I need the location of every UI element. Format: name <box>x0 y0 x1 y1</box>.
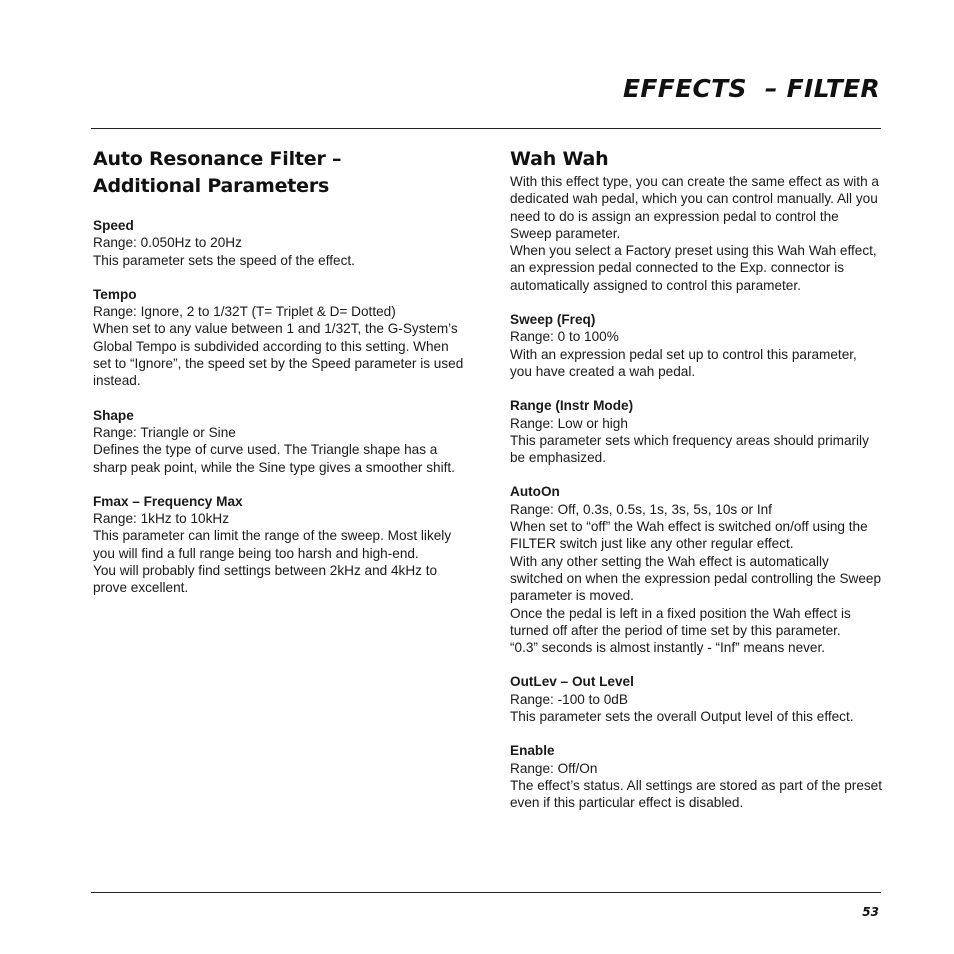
param-description: This parameter can limit the range of the sweep. Most likely you will find a full range being too harsh and high-end. <box>93 528 452 561</box>
param-name: Fmax – Frequency Max <box>93 493 243 509</box>
param-shape <box>93 407 465 476</box>
param-name: Enable <box>510 743 555 759</box>
param-range: Range: 0 to 100% <box>510 329 619 345</box>
param-sweep <box>510 311 882 380</box>
param-name: Speed <box>93 218 134 233</box>
wah-wah-intro <box>510 173 882 294</box>
param-name: Sweep (Freq) <box>510 312 596 328</box>
param-name: OutLev – Out Level <box>510 674 634 690</box>
param-name: Range (Instr Mode) <box>510 398 634 414</box>
param-range: Range: -100 to 0dB <box>510 691 628 707</box>
section-heading-auto-resonance <box>93 146 465 200</box>
param-description: With an expression pedal set up to control this parameter, you have created a wah pedal. <box>510 346 857 379</box>
param-enable <box>510 742 882 811</box>
param-name: Tempo <box>93 286 137 302</box>
param-description: This parameter sets the overall Output level of this effect. <box>510 709 854 725</box>
heading-line: Auto Resonance Filter – <box>93 148 342 170</box>
param-tempo <box>93 286 465 390</box>
param-autoon <box>510 483 882 656</box>
param-range: Range: Low or high <box>510 415 628 431</box>
section-heading-wah-wah: Wah Wah <box>510 148 609 170</box>
param-description: The effect’s status. All settings are stored as part of the preset even if this particular effect is disabled. <box>510 777 883 811</box>
param-description: You will probably find settings between 2kHz and 4kHz to prove excellent. <box>93 563 438 596</box>
param-range: Range: Off, 0.3s, 0.5s, 1s, 3s, 5s, 10s or Inf <box>510 501 772 517</box>
param-range-instr-mode <box>510 397 882 466</box>
heading-line: Additional Parameters <box>93 175 330 197</box>
param-description: Defines the type of curve used. The Triangle shape has a sharp peak point, while the Sine type gives a smoother shift. <box>93 442 455 475</box>
param-description: This parameter sets which frequency areas should primarily be emphasized. <box>510 432 869 466</box>
param-description: “0.3” seconds is almost instantly - “Inf” means never. <box>510 640 826 656</box>
param-name: Shape <box>93 407 134 423</box>
intro-paragraph: With this effect type, you can create the same effect as with a dedicated wah pedal, which you can control manually. All you need to do is assign an expression pedal to control the Sweep parameter. <box>510 174 879 241</box>
param-fmax <box>93 493 465 597</box>
param-range: Range: 0.050Hz to 20Hz <box>93 235 242 251</box>
page-title: EFFECTS – FILTER <box>623 74 880 103</box>
page-number: 53 <box>862 905 879 919</box>
intro-paragraph: When you select a Factory preset using this Wah Wah effect, an expression pedal connected to the Exp. connector is automatically assigned to control this parameter. <box>510 243 877 293</box>
param-description: When set to “off” the Wah effect is switched on/off using the FILTER switch just like any other regular effect. <box>510 519 868 552</box>
param-description: With any other setting the Wah effect is automatically switched on when the expression pedal controlling the Sweep parameter is moved. <box>510 553 882 604</box>
param-description: Once the pedal is left in a fixed position the Wah effect is turned off after the period of time set by this parameter. <box>510 605 851 638</box>
param-range: Range: 1kHz to 10kHz <box>93 511 230 527</box>
param-description: This parameter sets the speed of the effect. <box>93 252 355 268</box>
param-range: Range: Ignore, 2 to 1/32T (T= Triplet & D= Dotted) <box>93 304 396 320</box>
footer-divider <box>91 892 881 893</box>
param-description: When set to any value between 1 and 1/32T, the G-System’s Global Tempo is subdivided according to this setting. When set to “Ignore”, the speed set by the Speed parameter is used instead. <box>93 321 464 389</box>
right-column <box>510 146 882 829</box>
param-range: Range: Triangle or Sine <box>93 424 236 440</box>
param-range: Range: Off/On <box>510 760 598 776</box>
left-column <box>93 146 465 614</box>
param-outlev <box>510 673 882 725</box>
param-name: AutoOn <box>510 484 560 500</box>
header-divider <box>91 128 881 129</box>
param-speed <box>93 217 465 269</box>
